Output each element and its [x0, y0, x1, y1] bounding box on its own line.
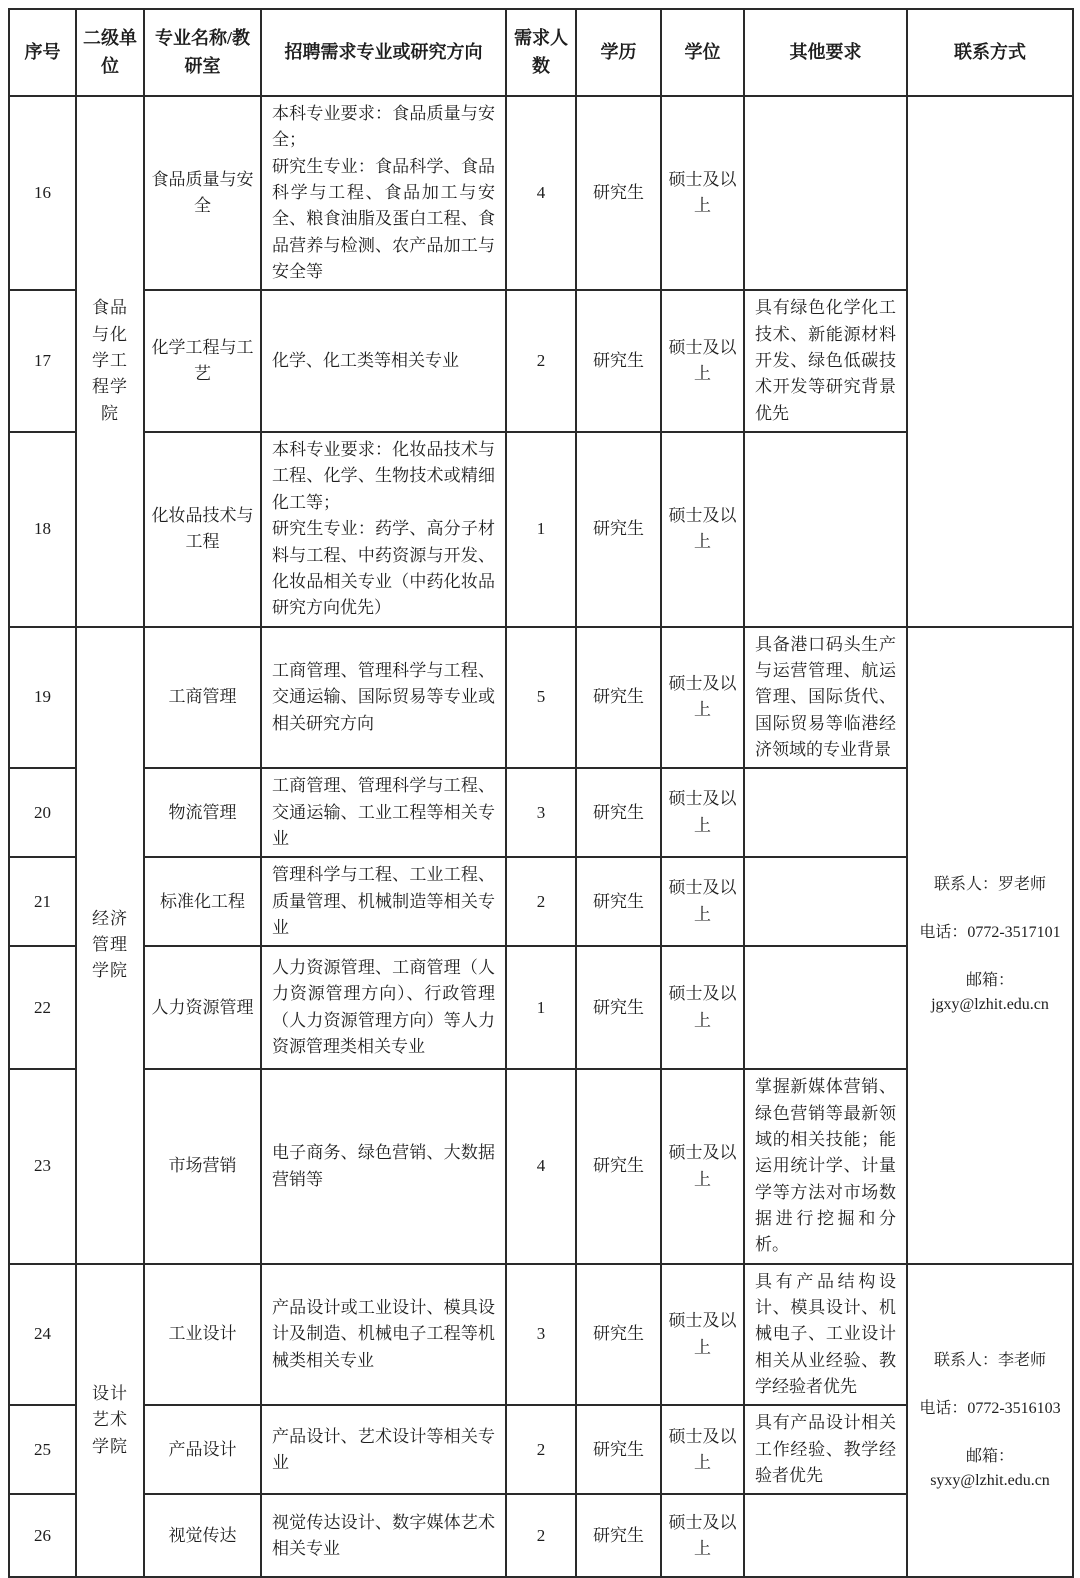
contact-line: [911, 897, 1069, 921]
contact-line: [911, 1421, 1069, 1445]
text-paragraph: 本科专业要求：食品质量与安全；: [272, 104, 495, 150]
cell-department: 标准化工程: [144, 857, 261, 946]
text-paragraph: 研究生专业：食品科学、食品科学与工程、食品加工与安全、粮食油脂及蛋白工程、食品营养与检测、农产品加工与安全等: [272, 156, 495, 282]
cell-department: 视觉传达: [144, 1494, 261, 1577]
cell-department: 化妆品技术与工程: [144, 432, 261, 626]
contact-line: jgxy@lzhit.edu.cn: [931, 996, 1049, 1014]
contact-line: 邮箱：: [965, 972, 1014, 990]
text-paragraph: 具备港口码头生产与运营管理、航运管理、国际货代、国际贸易等临港经济领域的专业背景: [755, 634, 896, 759]
cell-contact: [907, 1264, 1073, 1578]
cell-majors: [261, 1069, 506, 1263]
cell-serial: 26: [9, 1494, 76, 1577]
text-paragraph: 工商管理、管理科学与工程、交通运输、国际贸易等专业或相关研究方向: [272, 660, 495, 733]
cell-serial: 16: [9, 96, 76, 290]
cell-count: 4: [506, 96, 576, 290]
cell-other-requirements: [744, 290, 907, 432]
text-paragraph: 研究生专业：药学、高分子材料与工程、中药资源与开发、化妆品相关专业（中药化妆品研究方向优先）: [272, 519, 495, 618]
cell-education: 研究生: [576, 946, 661, 1069]
cell-education: 研究生: [576, 290, 661, 432]
contact-line: 邮箱：: [965, 1447, 1014, 1465]
table-row: [9, 627, 1073, 769]
cell-other-requirements: [744, 1494, 907, 1577]
header-department: 专业名称/教研室: [144, 9, 261, 96]
cell-education: 研究生: [576, 1494, 661, 1577]
cell-education: 研究生: [576, 627, 661, 769]
cell-count: 3: [506, 768, 576, 857]
cell-majors: [261, 857, 506, 946]
recruitment-table: [8, 8, 1074, 1578]
cell-department: 产品设计: [144, 1405, 261, 1494]
cell-degree: 硕士及以上: [661, 1264, 744, 1406]
text-paragraph: 具有绿色化学化工技术、新能源材料开发、绿色低碳技术开发等研究背景优先: [755, 298, 896, 423]
text-paragraph: 人力资源管理、工商管理（人力资源管理方向）、行政管理（人力资源管理方向）等人力资源管理类相关专业: [272, 958, 495, 1057]
table-body: [9, 96, 1073, 1577]
cell-department: 食品质量与安全: [144, 96, 261, 290]
text-paragraph: 工商管理、管理科学与工程、交通运输、工业工程等相关专业: [272, 776, 495, 848]
text-paragraph: 掌握新媒体营销、绿色营销等最新领域的相关技能；能运用统计学、计量学等方法对市场数据进行挖掘和分析。: [755, 1077, 896, 1255]
cell-majors: [261, 1494, 506, 1577]
cell-education: 研究生: [576, 1264, 661, 1406]
cell-degree: 硕士及以上: [661, 627, 744, 769]
table-header: [9, 9, 1073, 96]
text-paragraph: 具有产品结构设计、模具设计、机械电子、工业设计相关从业经验、教学经验者优先: [755, 1271, 896, 1397]
header-row: [9, 9, 1073, 96]
cell-count: 1: [506, 946, 576, 1069]
header-unit: 二级单位: [76, 9, 144, 96]
cell-unit: 设计艺术学院: [76, 1264, 144, 1578]
cell-department: 人力资源管理: [144, 946, 261, 1069]
cell-degree: 硕士及以上: [661, 1494, 744, 1577]
cell-other-requirements: [744, 946, 907, 1069]
cell-other-requirements: [744, 1069, 907, 1263]
cell-degree: 硕士及以上: [661, 857, 744, 946]
cell-degree: 硕士及以上: [661, 1405, 744, 1494]
contact-line: 电话：0772-3517101: [919, 924, 1061, 942]
cell-serial: 17: [9, 290, 76, 432]
cell-serial: 20: [9, 768, 76, 857]
text-paragraph: 电子商务、绿色营销、大数据营销等: [272, 1143, 495, 1189]
cell-education: 研究生: [576, 768, 661, 857]
table-row: [9, 1264, 1073, 1406]
text-paragraph: 产品设计或工业设计、模具设计及制造、机械电子工程等机械类相关专业: [272, 1298, 495, 1370]
cell-unit: 食品与化学工程学院: [76, 96, 144, 627]
cell-contact: [907, 96, 1073, 627]
header-contact: 联系方式: [907, 9, 1073, 96]
cell-department: 市场营销: [144, 1069, 261, 1263]
text-paragraph: 具有产品设计相关工作经验、教学经验者优先: [755, 1413, 896, 1486]
cell-education: 研究生: [576, 432, 661, 626]
cell-majors: [261, 432, 506, 626]
cell-count: 5: [506, 627, 576, 769]
cell-majors: [261, 627, 506, 769]
cell-majors: [261, 1264, 506, 1406]
cell-other-requirements: [744, 432, 907, 626]
cell-degree: 硕士及以上: [661, 946, 744, 1069]
cell-majors: [261, 290, 506, 432]
text-paragraph: 本科专业要求：化妆品技术与工程、化学、生物技术或精细化工等；: [272, 440, 495, 512]
contact-line: syxy@lzhit.edu.cn: [930, 1471, 1050, 1489]
cell-other-requirements: [744, 627, 907, 769]
cell-other-requirements: [744, 1405, 907, 1494]
cell-other-requirements: [744, 768, 907, 857]
cell-department: 工商管理: [144, 627, 261, 769]
cell-degree: 硕士及以上: [661, 96, 744, 290]
cell-count: 2: [506, 1405, 576, 1494]
header-majors: 招聘需求专业或研究方向: [261, 9, 506, 96]
text-paragraph: 管理科学与工程、工业工程、质量管理、机械制造等相关专业: [272, 865, 495, 937]
cell-education: 研究生: [576, 1405, 661, 1494]
cell-department: 工业设计: [144, 1264, 261, 1406]
cell-education: 研究生: [576, 96, 661, 290]
cell-count: 2: [506, 1494, 576, 1577]
table-row: [9, 96, 1073, 290]
header-degree: 学位: [661, 9, 744, 96]
cell-degree: 硕士及以上: [661, 432, 744, 626]
cell-serial: 21: [9, 857, 76, 946]
cell-majors: [261, 768, 506, 857]
cell-count: 2: [506, 857, 576, 946]
cell-other-requirements: [744, 96, 907, 290]
contact-line: 电话：0772-3516103: [919, 1399, 1061, 1417]
cell-majors: [261, 1405, 506, 1494]
cell-serial: 25: [9, 1405, 76, 1494]
cell-majors: [261, 96, 506, 290]
cell-contact: [907, 627, 1073, 1264]
header-count: 需求人数: [506, 9, 576, 96]
header-education: 学历: [576, 9, 661, 96]
cell-degree: 硕士及以上: [661, 290, 744, 432]
cell-department: 物流管理: [144, 768, 261, 857]
cell-degree: 硕士及以上: [661, 768, 744, 857]
cell-majors: [261, 946, 506, 1069]
contact-line: 联系人：李老师: [933, 1351, 1046, 1369]
cell-unit: 经济管理学院: [76, 627, 144, 1264]
cell-serial: 18: [9, 432, 76, 626]
cell-serial: 23: [9, 1069, 76, 1263]
cell-department: 化学工程与工艺: [144, 290, 261, 432]
cell-other-requirements: [744, 857, 907, 946]
cell-serial: 22: [9, 946, 76, 1069]
contact-line: [911, 1373, 1069, 1397]
cell-count: 3: [506, 1264, 576, 1406]
header-other-requirements: 其他要求: [744, 9, 907, 96]
text-paragraph: 产品设计、艺术设计等相关专业: [272, 1426, 495, 1472]
cell-education: 研究生: [576, 1069, 661, 1263]
header-serial: 序号: [9, 9, 76, 96]
cell-education: 研究生: [576, 857, 661, 946]
cell-degree: 硕士及以上: [661, 1069, 744, 1263]
cell-serial: 24: [9, 1264, 76, 1406]
cell-other-requirements: [744, 1264, 907, 1406]
cell-count: 4: [506, 1069, 576, 1263]
cell-serial: 19: [9, 627, 76, 769]
text-paragraph: 视觉传达设计、数字媒体艺术相关专业: [272, 1512, 495, 1558]
cell-count: 1: [506, 432, 576, 626]
text-paragraph: 化学、化工类等相关专业: [272, 351, 459, 371]
contact-line: [911, 945, 1069, 969]
cell-count: 2: [506, 290, 576, 432]
contact-line: 联系人：罗老师: [933, 876, 1046, 894]
